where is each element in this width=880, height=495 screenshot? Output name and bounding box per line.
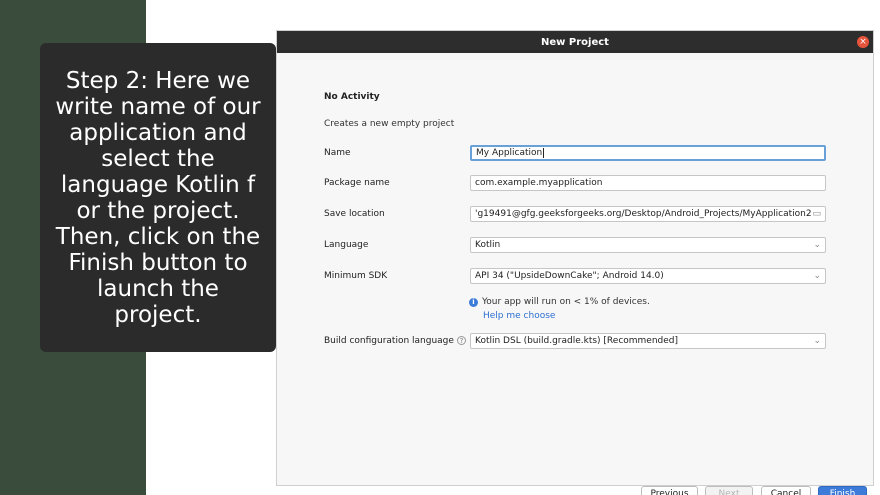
caption-box [40, 43, 276, 352]
help-me-choose-link[interactable]: Help me choose [483, 311, 556, 321]
cancel-button[interactable]: Cancel [761, 486, 811, 495]
chevron-down-icon: ⌄ [813, 239, 821, 250]
language-value: Kotlin [475, 239, 501, 250]
chevron-down-icon: ⌄ [813, 270, 821, 281]
device-coverage-info [469, 297, 650, 307]
package-name-field[interactable] [470, 175, 826, 191]
section-description: Creates a new empty project [324, 119, 455, 129]
save-location-value: 'g19491@gfg.geeksforgeeks.org/Desktop/Android_Projects/MyApplication2 [475, 208, 812, 219]
info-icon: i [469, 298, 478, 307]
name-field[interactable] [470, 145, 826, 161]
save-location-row [324, 205, 829, 222]
language-row [324, 236, 829, 253]
dialog-title: New Project [541, 36, 609, 48]
build-config-label [324, 336, 470, 346]
build-config-label-text: Build configuration language [324, 335, 454, 346]
language-select[interactable] [470, 237, 826, 253]
language-label: Language [324, 239, 369, 250]
device-coverage-text: Your app will run on < 1% of devices. [482, 297, 650, 307]
build-config-value: Kotlin DSL (build.gradle.kts) [Recommended] [475, 335, 679, 346]
package-row [324, 174, 829, 191]
minimum-sdk-row [324, 267, 829, 284]
section-title: No Activity [324, 92, 380, 102]
name-row [324, 144, 829, 161]
build-config-row [324, 332, 829, 349]
folder-icon[interactable]: ▭ [812, 208, 821, 219]
previous-button[interactable]: Previous [641, 486, 698, 495]
caption-text: Step 2: Here we write name of our application and select the language Kotlin f or the project. Then, click on the Finish button to launch the project. [55, 67, 261, 328]
dialog-titlebar [277, 31, 873, 53]
new-project-dialog [276, 30, 874, 495]
help-icon[interactable]: ? [457, 336, 466, 345]
next-button[interactable]: Next [705, 486, 753, 495]
dialog-body [277, 53, 873, 495]
minimum-sdk-label: Minimum SDK [324, 270, 388, 281]
name-field-value: My Application [476, 147, 543, 158]
build-config-select[interactable] [470, 333, 826, 349]
chevron-down-icon: ⌄ [813, 335, 821, 346]
minimum-sdk-select[interactable] [470, 268, 826, 284]
finish-button[interactable]: Finish [818, 486, 867, 495]
name-label: Name [324, 147, 351, 158]
text-caret [543, 148, 544, 158]
save-location-label: Save location [324, 208, 385, 219]
close-icon[interactable]: × [857, 36, 869, 48]
minimum-sdk-value: API 34 ("UpsideDownCake"; Android 14.0) [475, 270, 664, 281]
package-name-value: com.example.myapplication [475, 177, 603, 188]
package-name-label: Package name [324, 177, 390, 188]
save-location-field[interactable] [470, 206, 826, 222]
